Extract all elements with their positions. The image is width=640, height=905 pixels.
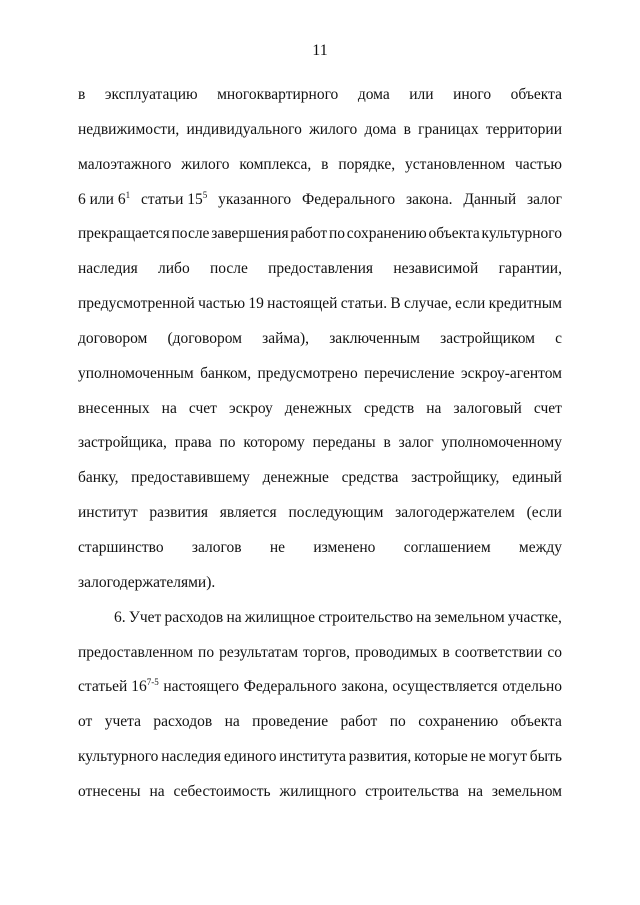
word: или [409,86,434,103]
line-text [78,673,159,708]
word: на [149,782,165,800]
word: предоставления [268,260,374,278]
word: залогов [191,538,242,556]
word: отдельно [502,678,562,696]
inline-text: статьей 16 [78,678,147,696]
word: расходов [153,713,213,731]
word: от [78,713,93,731]
word: не [470,748,486,766]
word: строительства [365,782,459,800]
word: по [219,434,236,452]
word: территории [485,120,562,138]
word: договором [78,329,148,347]
word: быть [529,748,562,766]
line-text [141,186,207,221]
text-line [78,290,562,325]
word: (если [526,504,562,522]
word: уполномоченным [78,364,194,382]
page-number: 11 [312,42,328,59]
word: эскроу-агентом [461,364,562,382]
word: работ [340,713,378,731]
word: в [321,155,329,173]
word: индивидуального [186,120,302,138]
word: культурного [78,748,159,766]
word: является [219,504,277,522]
word: залог [398,434,434,452]
word: земельном [434,608,505,626]
text-line [78,639,562,674]
word: отнесены [78,782,141,800]
word: в [403,120,411,138]
text-line [78,395,562,430]
text-line [78,429,562,464]
text-line [78,325,562,360]
word: залогодержателем [395,504,515,522]
document-body [78,81,562,813]
word: осуществляется [392,678,498,696]
word: внесенных [78,399,150,417]
superscript: 1 [125,189,131,200]
word: на [161,399,177,417]
word: себестоимость [173,782,271,800]
word: объекта [428,225,480,243]
word: объекта [510,713,562,731]
word: залог [527,190,562,208]
word: Учет [128,608,162,626]
word: в [442,643,450,661]
text-line [78,220,562,255]
word: частью [514,155,562,173]
word: эскроу [229,399,273,417]
word: по [389,713,406,731]
word: торгов, [303,643,351,661]
word: изменено [313,538,376,556]
word: участке, [507,608,562,626]
inline-text: статьи 15 [140,190,203,208]
text-line [78,778,562,813]
word: денежные [262,469,329,487]
word: счет [533,399,562,417]
word: настоящего [163,678,240,696]
word: проведение [252,713,329,731]
word: средства [341,469,399,487]
word: случае, [404,295,452,313]
word: после [171,225,210,243]
line-text [78,186,130,221]
word: застройщика, [78,434,167,452]
word: в [78,86,86,103]
word: заключенным [329,329,420,347]
word: независимой [393,260,479,278]
word: жилищное [244,608,316,626]
line-text: залогодержателями). [78,573,216,591]
word: на [416,608,432,626]
word: застройщиком [440,329,535,347]
word: банком, [200,364,252,382]
text-line [78,673,562,708]
text-line [78,708,562,743]
word: 6. [114,608,126,626]
word: если [455,295,486,313]
text-line [78,360,562,395]
word: застройщику, [411,469,500,487]
text-line [78,499,562,534]
text-line [78,604,562,639]
word: на [224,713,240,731]
word: на [426,399,442,417]
word: переданы [312,434,376,452]
word: соглашением [403,538,491,556]
word: предоставившему [131,469,250,487]
word: статьи. [340,295,388,313]
word: многоквартирного [217,86,339,103]
word: наследия [161,748,222,766]
word: единый [512,469,562,487]
word: закона. [405,190,453,208]
word: после [209,260,248,278]
word: права [174,434,212,452]
word: предусмотрено [257,364,358,382]
word: земельном [491,782,562,800]
word: Федерального [302,190,396,208]
word: в [383,434,391,452]
text-line [78,534,562,569]
word: на [467,782,484,800]
word: старшинство [78,538,164,556]
word: иного [453,86,492,103]
word: предусмотренной [78,295,195,313]
word: институт [78,504,138,522]
word: прекращается [78,225,170,243]
inline-text: 6 или 6 [78,190,126,208]
text-line [78,116,562,151]
word: либо [158,260,190,278]
word: недвижимости, [78,120,180,138]
word: жилого [181,155,230,173]
word: наследия [78,260,138,278]
text-line [78,569,562,604]
word: денежных [284,399,352,417]
word: последующим [288,504,384,522]
word: результатам [219,643,299,661]
word: указанного [218,190,292,208]
word: закона, [341,678,388,696]
word: проводимых [355,643,438,661]
word: могут [488,748,527,766]
word: предоставленном [78,643,194,661]
word: Данный [463,190,517,208]
text-line [78,186,562,221]
word: жилищного [279,782,357,800]
word: по [328,225,345,243]
word: жилого [309,120,358,138]
word: комплекса, [239,155,312,173]
word: перечисление [364,364,455,382]
word: соответствии [454,643,543,661]
word: единого [223,748,277,766]
word: настоящей [267,295,338,313]
word: не [269,538,286,556]
word: которому [243,434,305,452]
word: института [279,748,346,766]
word: банку, [78,469,119,487]
word: завершения [211,225,289,243]
word: 19 [248,295,264,313]
text-line [78,464,562,499]
word: культурного [481,225,562,243]
word: по [198,643,215,661]
text-line [78,743,562,778]
word: кредитным [488,295,562,313]
word: Федерального [243,678,337,696]
word: счет [188,399,217,417]
text-line [78,81,562,116]
word: порядке, [338,155,396,173]
word: сохранению [418,713,499,731]
word: дома [357,86,390,103]
word: расходов [164,608,224,626]
superscript: 5 [202,189,208,200]
word: на [226,608,242,626]
word: средств [363,399,415,417]
word: залоговый [453,399,522,417]
word: развития [149,504,208,522]
word: гарантии, [498,260,562,278]
text-line [78,255,562,290]
word: В [390,295,401,313]
text-line [78,151,562,186]
word: строительство [318,608,413,626]
word: с [555,329,562,347]
word: учета [104,713,142,731]
word: сохранению [346,225,427,243]
word: со [547,643,562,661]
word: развития, [348,748,412,766]
word: частью [198,295,246,313]
superscript: 7-5 [146,677,159,688]
word: установленном [404,155,506,173]
word: дома [364,120,397,138]
word: малоэтажного [78,155,172,173]
word: уполномоченному [441,434,562,452]
word: займа), [262,329,310,347]
word: (договором [167,329,242,347]
word: границах [418,120,479,138]
word: которые [414,748,468,766]
word: работ [290,225,328,243]
word: между [518,538,562,556]
word: эксплуатацию [104,86,198,103]
word: объекта [510,86,562,103]
